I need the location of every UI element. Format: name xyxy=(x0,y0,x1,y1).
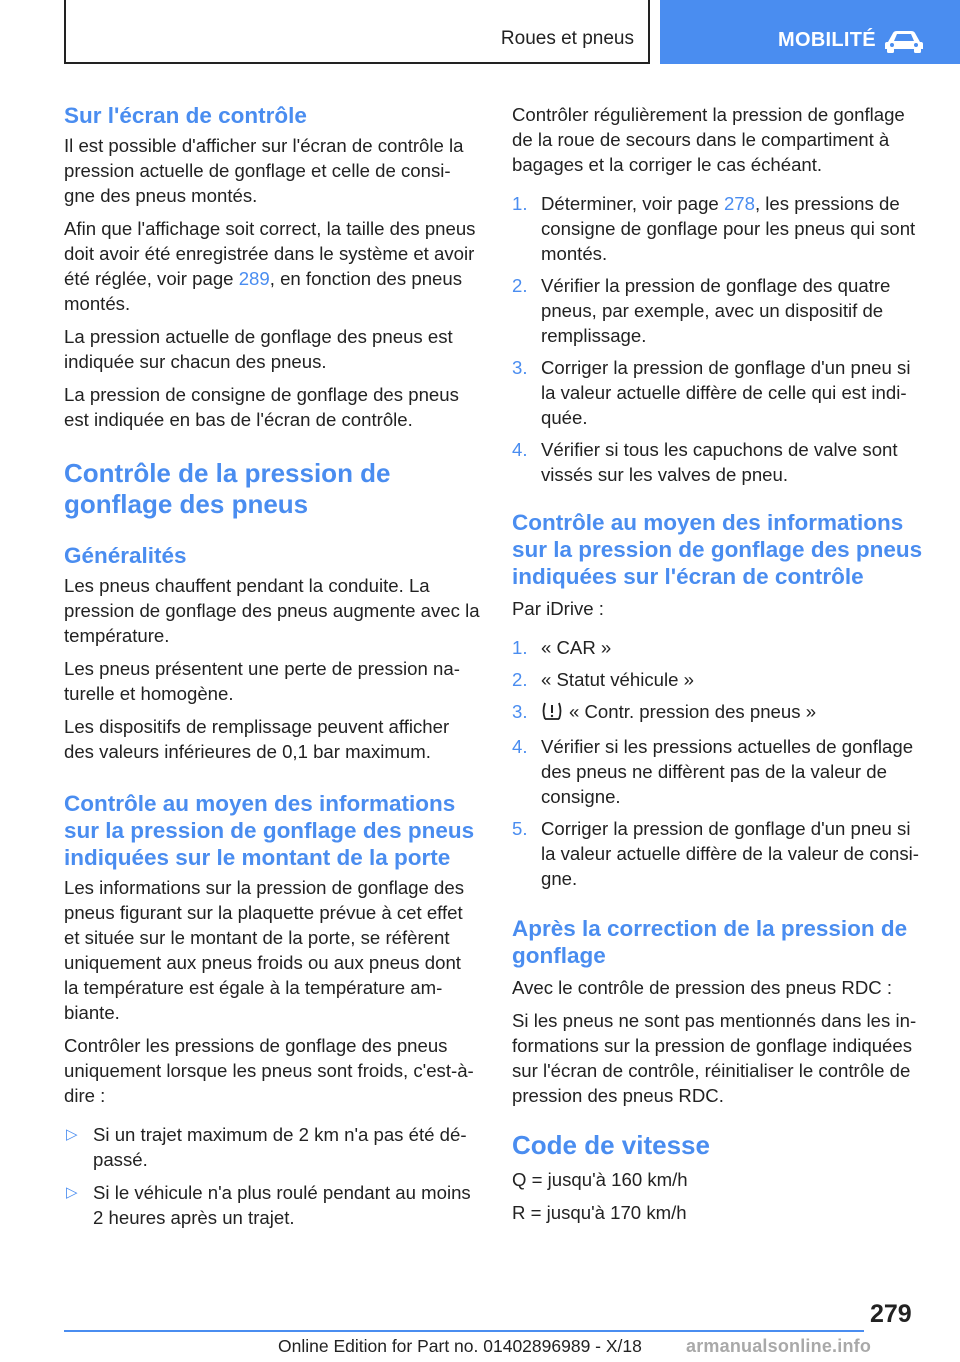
idrive-steps-list xyxy=(512,635,928,891)
list-item: 5. Corriger la pression de gonflage d'un pneu si la valeur actuelle diffère de la valeur de consi-gne. xyxy=(512,818,919,889)
heading-general: Généralités xyxy=(64,543,187,568)
heading-check: Contrôle de la pression de gonflage des pneus xyxy=(64,458,391,519)
paragraph: Par iDrive : xyxy=(512,598,604,619)
paragraph: Q = jusqu'à 160 km/h xyxy=(512,1169,688,1190)
list-item: 2. « Statut véhicule » xyxy=(512,669,694,690)
header-frame xyxy=(64,0,650,64)
paragraph: Les pneus chauffent pendant la conduite. La pression de gonflage des pneus augmente avec la température. xyxy=(64,575,480,646)
list-item: 1. « CAR » xyxy=(512,637,612,658)
bullet-list xyxy=(64,1122,480,1230)
footer-edition: Online Edition for Part no. 01402896989 - X/18 xyxy=(278,1336,642,1356)
paragraph: Contrôler les pressions de gonflage des pneus uniquement lorsque les pneus sont froids, c'est-à-dire : xyxy=(64,1035,474,1106)
list-item: 1. Déterminer, voir page 278, les pressions de consigne de gonflage pour les pneus qui sont montés. xyxy=(512,193,916,264)
page-link[interactable]: 278 xyxy=(723,193,755,214)
paragraph: Si les pneus ne sont pas mentionnés dans les in-formations sur la pression de gonflage indiquées sur l'écran de contrôle, réinitialiser le contrôle de pression des pneus RDC. xyxy=(512,1010,917,1106)
paragraph: Afin que l'affichage soit correct, la taille des pneus doit avoir été enregistrée dans le système et avoir été réglée, voir page 289, en fonction des pneus montés. xyxy=(64,218,476,314)
tire-pressure-icon xyxy=(541,701,563,727)
chapter-title: Roues et pneus xyxy=(500,28,634,49)
heading-screen-check: Contrôle au moyen des informations sur la pression de gonflage des pneus indiquées sur l'écran de contrôle xyxy=(512,510,923,589)
left-column xyxy=(64,102,480,1238)
triangle-bullet-icon: ▷ xyxy=(66,1184,78,1201)
paragraph: Les dispositifs de remplissage peuvent afficher des valeurs inférieures de 0,1 bar maximum. xyxy=(64,716,450,762)
list-item: 3. « Contr. pression des pneus » xyxy=(512,699,928,727)
heading-after: Après la correction de la pression de gonflage xyxy=(512,916,908,968)
page-number: 279 xyxy=(870,1300,912,1328)
paragraph: Avec le contrôle de pression des pneus RDC : xyxy=(512,977,893,998)
section-tab xyxy=(660,0,960,64)
watermark: armanualsonline.info xyxy=(686,1336,872,1356)
paragraph: La pression actuelle de gonflage des pneus est indiquée sur chacun des pneus. xyxy=(64,326,453,372)
triangle-bullet-icon: ▷ xyxy=(66,1126,78,1143)
heading-speed: Code de vitesse xyxy=(512,1130,710,1160)
list-item: ▷ Si le véhicule n'a plus roulé pendant au moins 2 heures après un trajet. xyxy=(66,1182,471,1228)
car-icon xyxy=(884,28,924,59)
heading-door: Contrôle au moyen des informations sur la pression de gonflage des pneus indiquées sur le montant de la porte xyxy=(64,791,475,870)
section-label: MOBILITÉ xyxy=(778,29,876,51)
steps-list xyxy=(512,191,928,487)
paragraph: R = jusqu'à 170 km/h xyxy=(512,1202,687,1223)
paragraph: Il est possible d'afficher sur l'écran de contrôle la pression actuelle de gonflage et celle de consi-gne des pneus montés. xyxy=(64,135,464,206)
paragraph: Les informations sur la pression de gonflage des pneus figurant sur la plaquette prévue à cet effet et située sur le montant de la porte, se réfèrent uniquement aux pneus froids ou aux pneus dont la température est égale à la température am-biante. xyxy=(64,877,465,1023)
list-item: 4. Vérifier si tous les capuchons de valve sont vissés sur les valves de pneu. xyxy=(512,439,898,485)
right-column xyxy=(512,102,928,1233)
paragraph: Les pneus présentent une perte de pression na-turelle et homogène. xyxy=(64,658,460,704)
heading-screen: Sur l'écran de contrôle xyxy=(64,103,307,128)
footer-rule xyxy=(64,1330,864,1332)
list-item: ▷ Si un trajet maximum de 2 km n'a pas été dé-passé. xyxy=(66,1124,467,1170)
paragraph: La pression de consigne de gonflage des pneus est indiquée en bas de l'écran de contrôle. xyxy=(64,384,459,430)
list-item: 4. Vérifier si les pressions actuelles de gonflage des pneus ne diffèrent pas de la valeur de consigne. xyxy=(512,736,914,807)
paragraph: Contrôler régulièrement la pression de gonflage de la roue de secours dans le compartiment à bagages et la corriger le cas échéant. xyxy=(512,104,905,175)
list-item: 2. Vérifier la pression de gonflage des quatre pneus, par exemple, avec un dispositif de remplissage. xyxy=(512,275,891,346)
page-link[interactable]: 289 xyxy=(238,268,270,289)
list-item: 3. Corriger la pression de gonflage d'un pneu si la valeur actuelle diffère de celle qui est indi-quée. xyxy=(512,357,911,428)
